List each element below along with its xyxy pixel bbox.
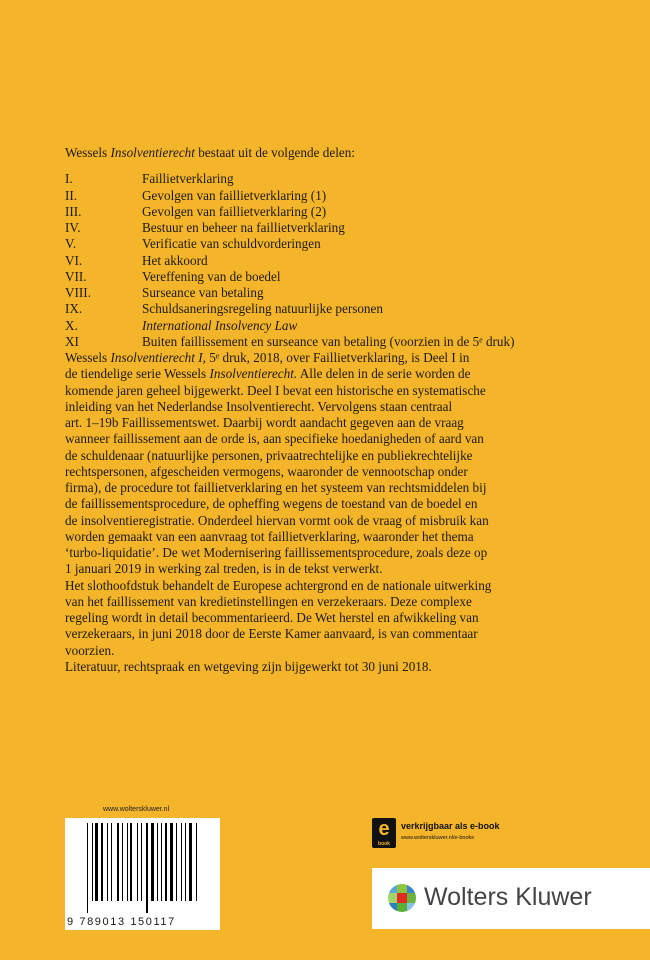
logo-tile <box>397 884 406 893</box>
ebook-icon-sub: book <box>378 841 390 847</box>
barcode-bar <box>130 823 132 901</box>
text-segment: regeling wordt in detail becommentarieerd. De Wet herstel en afwikkeling van <box>65 610 479 625</box>
barcode-bar <box>107 823 108 901</box>
part-number: I. <box>65 171 73 187</box>
logo-tile <box>388 903 397 912</box>
logo-tile <box>388 893 397 902</box>
text-segment: de insolventieregistratie. Onderdeel hiervan vormt ook de vraag of misbruik kan <box>65 512 489 528</box>
part-number: VI. <box>65 252 83 268</box>
barcode-bar <box>141 823 142 901</box>
part-title: International Insolvency Law <box>142 317 298 333</box>
text-segment: art. 1–19b Faillissementswet. Daarbij wordt aandacht gegeven aan de vraag <box>65 415 464 430</box>
part-number: VIII. <box>65 285 91 300</box>
part-number: IV. <box>65 220 81 235</box>
description-line <box>65 529 515 545</box>
description-line <box>65 578 515 594</box>
part-title: Schuldsaneringsregeling natuurlijke personen <box>142 301 383 317</box>
text-segment: rechtspersonen, afgescheiden vermogens, waaronder de vennootschap onder <box>65 463 468 479</box>
barcode-bar <box>127 823 128 901</box>
barcode-bars <box>87 823 199 913</box>
barcode-bar <box>87 823 88 913</box>
description-line <box>65 415 515 431</box>
part-title: Gevolgen van faillietverklaring (2) <box>142 203 327 219</box>
part-title: Faillietverklaring <box>142 171 234 187</box>
barcode-bar <box>95 823 98 901</box>
part-number: X. <box>65 317 78 333</box>
text-segment: ‘turbo-liquidatie’. De wet Modernisering faillissementsprocedure, zoals deze op <box>65 545 488 560</box>
description-line <box>65 383 515 399</box>
part-item <box>65 171 515 187</box>
barcode-bar <box>111 823 112 901</box>
parts-list <box>65 171 515 350</box>
description-line <box>65 594 515 610</box>
text-segment: voorzien. <box>65 642 115 658</box>
description-line <box>65 626 515 642</box>
publisher-logo-box <box>372 868 650 929</box>
part-item <box>65 204 515 220</box>
logo-tile <box>397 893 406 902</box>
description-line <box>65 659 515 675</box>
logo-tile <box>388 884 397 893</box>
barcode-bar <box>189 823 192 901</box>
barcode-bar <box>151 823 154 901</box>
part-title: Verificatie van schuldvorderingen <box>142 236 321 252</box>
part-title: Het akkoord <box>142 252 208 268</box>
description-line <box>65 561 515 577</box>
ebook-url: www.wolterskluwer.nl/e-books <box>401 835 475 841</box>
logo-tile <box>407 903 416 912</box>
text-segment: de tiendelige serie Wessels <box>65 366 210 382</box>
part-item <box>65 318 515 334</box>
text-segment: wanneer faillissement aan de orde is, aan specifieke hoedanigheden of aard van <box>65 431 484 447</box>
text-segment: inleiding van het Nederlandse Insolventierecht. Vervolgens staan centraal <box>65 398 453 414</box>
italic-text: Insolventierecht. <box>209 366 298 382</box>
series-intro <box>65 145 515 161</box>
part-number: IX. <box>65 301 83 317</box>
description-line <box>65 448 515 464</box>
text-segment: Wessels <box>65 350 111 365</box>
italic-text: Insolventierecht I, <box>110 350 206 365</box>
part-title: Vereffening van de boedel <box>142 268 281 284</box>
text-segment: verzekeraars, in juni 2018 door de Eerste Kamer aanvaard, is van commentaar <box>65 626 478 642</box>
text-segment: van het faillissement van kredietinstellingen en verzekeraars. Deze complexe <box>65 593 472 609</box>
text-segment: worden gemaakt van een aanvraag tot faillietverklaring, waaronder het thema <box>65 528 474 544</box>
wolters-kluwer-logo-icon <box>388 884 416 912</box>
barcode-bar <box>185 823 186 901</box>
ebook-icon <box>372 818 396 848</box>
barcode-bar <box>146 823 148 913</box>
description-line <box>65 350 515 366</box>
isbn-number: 9 789013 150117 <box>67 916 176 928</box>
text-segment: komende jaren geheel bijgewerkt. Deel I bevat een historische en systematische <box>65 382 486 398</box>
barcode-bar <box>122 823 123 901</box>
barcode-bar <box>101 823 103 901</box>
text-segment: Wessels <box>65 145 111 160</box>
text-segment: de schuldenaar (natuurlijke personen, privaatrechtelijke en publiekrechtelijke <box>65 447 473 463</box>
text-segment: Het slothoofdstuk behandelt de Europese achtergrond en de nationale uitwerking <box>65 577 492 593</box>
ebook-title: verkrijgbaar als e-book <box>401 821 500 831</box>
publisher-name: Wolters Kluwer <box>424 883 592 911</box>
barcode-bar <box>165 823 167 901</box>
logo-tile <box>397 903 406 912</box>
back-cover-text <box>65 145 515 675</box>
part-number: III. <box>65 203 82 219</box>
barcode-bar <box>181 823 182 901</box>
description-line <box>65 610 515 626</box>
part-item <box>65 253 515 269</box>
part-item <box>65 334 515 350</box>
description-line <box>65 643 515 659</box>
part-item <box>65 285 515 301</box>
barcode-bar <box>137 823 138 901</box>
description-line <box>65 545 515 561</box>
barcode-bar <box>196 823 197 901</box>
part-item <box>65 236 515 252</box>
part-title: Bestuur en beheer na faillietverklaring <box>142 220 345 235</box>
description-line <box>65 496 515 512</box>
barcode-bar <box>92 823 93 901</box>
barcode-bar <box>176 823 177 901</box>
text-segment: bestaat uit de volgende delen: <box>194 145 355 160</box>
publisher-url: www.wolterskluwer.nl <box>103 806 170 813</box>
barcode-bar <box>170 823 173 901</box>
part-title: Buiten faillissement en surseance van betaling (voorzien in de 5ᵉ druk) <box>142 333 515 349</box>
text-segment: 1 januari 2019 in werking zal treden, is in de tekst verwerkt. <box>65 561 383 577</box>
logo-tile <box>407 884 416 893</box>
text-segment: Literatuur, rechtspraak en wetgeving zijn bijgewerkt tot 30 juni 2018. <box>65 658 432 674</box>
text-segment: firma), de procedure tot faillietverklaring en het systeem van rechtsmiddelen bij <box>65 480 487 495</box>
part-number: XI <box>65 333 79 349</box>
italic-text: Insolventierecht <box>110 145 195 160</box>
description-line <box>65 480 515 496</box>
barcode-bar <box>157 823 158 901</box>
part-number: VII. <box>65 268 87 284</box>
text-segment: 5ᵉ druk, 2018, over Faillietverklaring, is Deel I in <box>205 350 470 365</box>
isbn-barcode <box>65 818 220 930</box>
part-number: II. <box>65 187 78 203</box>
text-segment: de faillissementsprocedure, de opheffing wegens de toestand van de boedel en <box>65 496 478 512</box>
part-item <box>65 301 515 317</box>
book-description <box>65 350 515 675</box>
description-line <box>65 431 515 447</box>
text-segment: Alle delen in de serie worden de <box>297 366 471 382</box>
description-line <box>65 399 515 415</box>
description-line <box>65 366 515 382</box>
ebook-icon-letter: e <box>378 818 390 840</box>
part-item <box>65 188 515 204</box>
part-number: V. <box>65 236 77 252</box>
description-line <box>65 513 515 529</box>
part-item <box>65 269 515 285</box>
barcode-bar <box>161 823 162 901</box>
logo-tile <box>407 893 416 902</box>
description-line <box>65 464 515 480</box>
part-title: Gevolgen van faillietverklaring (1) <box>142 187 327 203</box>
part-title: Surseance van betaling <box>142 285 264 300</box>
barcode-bar <box>117 823 119 901</box>
part-item <box>65 220 515 236</box>
